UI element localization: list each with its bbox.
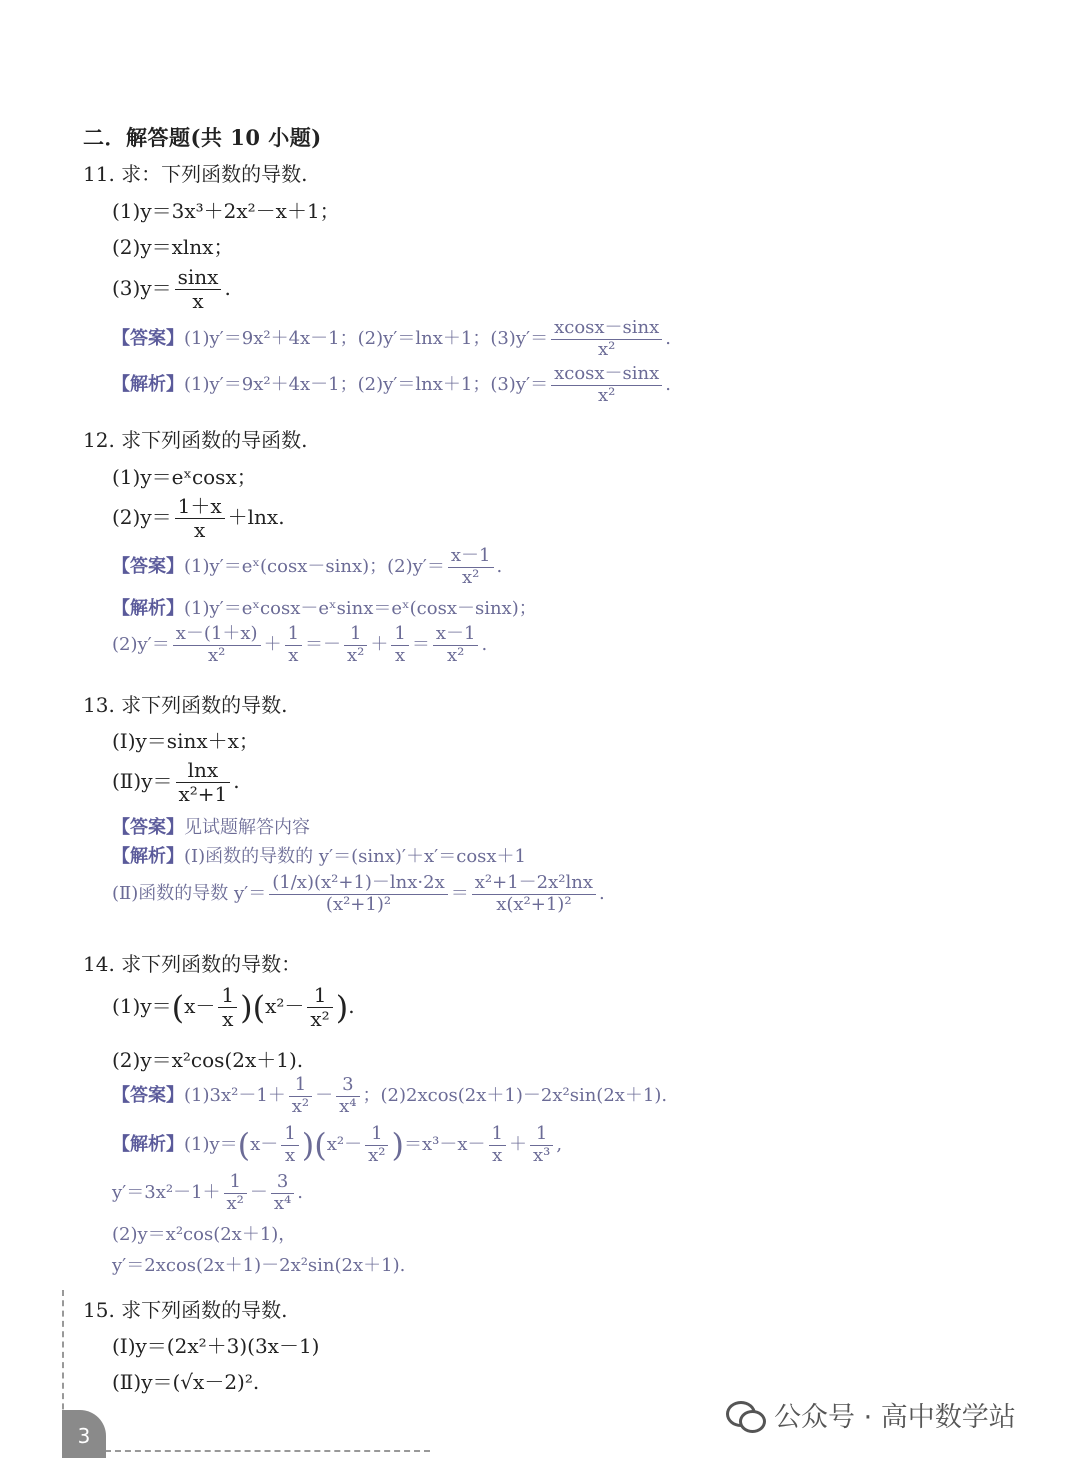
- right-paren: ): [301, 1126, 315, 1165]
- question-14-analysis-line-4: y′＝2xcos(2x＋1)－2x²sin(2x＋1).: [112, 1255, 406, 1276]
- question-11-title: 11. 求：下列函数的导数.: [83, 162, 308, 186]
- fraction-numerator: (1/x)(x²+1)－lnx·2x: [269, 873, 448, 895]
- fraction: [551, 318, 662, 360]
- watermark: [726, 1395, 1016, 1434]
- section-title: 二．解答题(共 10 小题): [83, 125, 322, 150]
- question-14-analysis-line-3: (2)y＝x²cos(2x＋1)，: [112, 1224, 297, 1245]
- analysis-mid: ＝x³－x－: [403, 1134, 486, 1156]
- fraction-denominator: x³: [532, 1144, 551, 1166]
- question-12-answer: 【答案】(1)y′＝eˣ(cosx－sinx)；(2)y′＝ $\frac{x-1}{\text{x²}}$ .: [112, 545, 503, 588]
- fraction-denominator: x²+1: [178, 782, 228, 806]
- fraction-denominator: x: [284, 1144, 296, 1166]
- analysis-text: (Ⅰ)函数的导数的 y′＝(sinx)′＋x′＝cosx＋1: [184, 846, 526, 867]
- q13-p2-suffix: .: [233, 769, 240, 793]
- fraction-denominator: x: [222, 1007, 234, 1031]
- q11-p3-suffix: .: [224, 276, 231, 300]
- fraction: [271, 1172, 294, 1214]
- fraction-denominator: x²: [207, 644, 226, 666]
- fraction-numerator: 1: [218, 984, 237, 1008]
- right-paren: ): [335, 988, 349, 1027]
- question-14-part-1: (1)y＝(x－ $\frac{1}{x}$ )(x²－ $\frac{1}{\text{x²}}$ ).: [112, 983, 355, 1031]
- fraction-numerator: xcosx－sinx: [551, 364, 662, 386]
- fraction-denominator: x²: [446, 644, 465, 666]
- fraction: [336, 1075, 359, 1117]
- fraction-numerator: 1: [285, 624, 302, 646]
- fraction-numerator: 1: [530, 1124, 553, 1146]
- operator: ＋: [508, 1134, 527, 1156]
- question-12-analysis-line-2: (2)y′＝ $\frac{x-(1+x)}{\text{x²}}$ ＋ $\frac{1}{x}$ ＝－ $\frac{1}{\text{x²}}$ ＋ $\frac{1}{x}$ ＝ $\frac{x-1}{\text{x²}}$ .: [112, 623, 488, 666]
- question-14-answer: [112, 1075, 667, 1117]
- fraction-denominator: x²: [368, 1144, 386, 1166]
- fraction: [530, 1124, 553, 1166]
- answer-text: 见试题解答内容: [184, 817, 310, 838]
- analysis-tag: 【解析】: [112, 846, 184, 867]
- question-14-title: 14. 求下列函数的导数：: [83, 952, 302, 976]
- fraction: [269, 873, 448, 915]
- fraction-numerator: 1: [344, 624, 367, 646]
- dashed-border-bottom: [105, 1450, 430, 1452]
- page-number: 3: [62, 1410, 106, 1458]
- fraction-numerator: x－1: [448, 546, 494, 568]
- left-paren: (: [171, 988, 185, 1027]
- analysis-term-a: x－: [250, 1134, 279, 1156]
- analysis-text: (1)y′＝eˣcosx－eˣsinx＝eˣ(cosx－sinx)；: [184, 598, 537, 619]
- left-paren: (: [314, 1126, 327, 1165]
- fraction-numerator: 1: [307, 984, 332, 1008]
- fraction-denominator: x²: [347, 644, 365, 666]
- question-13-part-2: [112, 759, 240, 806]
- answer-prefix: (1)3x²－1＋: [184, 1085, 286, 1107]
- answer-tag: 【答案】: [112, 328, 184, 350]
- fraction-denominator: x²: [226, 1192, 244, 1214]
- fraction-numerator: 1: [365, 1124, 388, 1146]
- fraction: [285, 624, 302, 666]
- question-12-part-2: [112, 495, 285, 542]
- fraction-denominator: x²: [462, 566, 480, 588]
- q14-p1-term-b: x²－: [265, 994, 305, 1018]
- question-14-analysis-line-2: y′＝3x²－1＋ $\frac{1}{\text{x²}}$ － $\frac{3}{\text{x⁴}}$ .: [112, 1171, 304, 1214]
- wechat-icon: [726, 1399, 764, 1431]
- question-11-part-2: (2)y＝xlnx；: [112, 235, 234, 259]
- fraction-numerator: x－1: [433, 624, 479, 646]
- analysis-text: (1)y′＝9x²＋4x－1；(2)y′＝lnx＋1；(3)y′＝: [184, 374, 549, 396]
- fraction-numerator: 3: [336, 1075, 359, 1097]
- fraction-denominator: x²: [310, 1007, 330, 1031]
- operator: ＝－: [305, 634, 342, 656]
- question-11-part-1: (1)y＝3x³＋2x²－x＋1；: [112, 199, 340, 223]
- analysis-tag: 【解析】: [112, 1134, 184, 1156]
- fraction-denominator: x²: [598, 338, 616, 360]
- analysis-prefix: (1)y＝: [184, 1134, 238, 1156]
- fraction: [433, 624, 479, 666]
- q14-p1-term-a: x－: [184, 994, 216, 1018]
- fraction-denominator: x: [395, 644, 406, 666]
- fraction: [175, 495, 225, 542]
- question-12-title: 12. 求下列函数的导函数.: [83, 428, 308, 452]
- question-13-title: 13. 求下列函数的导数.: [83, 693, 288, 717]
- fraction: [344, 624, 367, 666]
- answer-text: (1)y′＝9x²＋4x－1；(2)y′＝lnx＋1；(3)y′＝: [184, 328, 549, 350]
- left-paren: (: [252, 988, 266, 1027]
- question-13-analysis: [112, 842, 526, 868]
- operator: ＝: [411, 634, 430, 656]
- question-14-part-2: (2)y＝x²cos(2x＋1).: [112, 1048, 304, 1072]
- question-13-answer: [112, 813, 310, 839]
- fraction-numerator: 1: [489, 1124, 506, 1146]
- question-12-analysis: [112, 594, 537, 620]
- fraction-numerator: 1: [281, 1124, 298, 1146]
- analysis-tag: 【解析】: [112, 598, 184, 619]
- fraction-numerator: 3: [271, 1172, 294, 1194]
- question-14-analysis: 【解析】(1)y＝(x－ $\frac{1}{x}$ )(x²－ $\frac{1}{\text{x²}}$ )＝x³－x－ $\frac{1}{x}$ ＋ $\frac{1}{\text{x³}}$ ,: [112, 1123, 563, 1166]
- right-paren: ): [391, 1126, 404, 1165]
- right-paren: ): [240, 988, 253, 1027]
- fraction-numerator: 1: [391, 624, 408, 646]
- fraction: [175, 266, 222, 313]
- fraction-numerator: x²+1－2x²lnx: [472, 873, 596, 895]
- operator: ＋: [263, 634, 282, 656]
- q12-p2-prefix: (2)y＝: [112, 505, 172, 529]
- fraction: [489, 1124, 506, 1166]
- question-12-part-1: (1)y＝eˣcosx；: [112, 465, 257, 489]
- dashed-border-left: [62, 1290, 64, 1430]
- answer-suffix: ；(2)2xcos(2x＋1)－2x²sin(2x＋1).: [362, 1085, 668, 1107]
- operator: －: [249, 1182, 268, 1204]
- question-15-title: 15. 求下列函数的导数.: [83, 1298, 288, 1322]
- fraction: [173, 624, 261, 666]
- question-13-part-1: (Ⅰ)y＝sinx＋x；: [112, 729, 259, 753]
- fraction-denominator: x²: [291, 1095, 310, 1117]
- q11-p3-prefix: (3)y＝: [112, 276, 172, 300]
- fraction-numerator: 1＋x: [175, 495, 225, 519]
- question-11-answer: 【答案】(1)y′＝9x²＋4x－1；(2)y′＝lnx＋1；(3)y′＝ $\frac{xcosx-\sin x}{\text{x²}}$ .: [112, 317, 672, 360]
- answer-text: (1)y′＝eˣ(cosx－sinx)；(2)y′＝: [184, 556, 445, 578]
- analysis-tag: 【解析】: [112, 374, 184, 396]
- fraction: [289, 1075, 312, 1117]
- fraction-denominator: x: [288, 644, 299, 666]
- fraction-denominator: x: [194, 518, 206, 542]
- question-11-analysis: 【解析】(1)y′＝9x²＋4x－1；(2)y′＝lnx＋1；(3)y′＝ $\frac{xcosx-\sin x}{\text{x²}}$ .: [112, 363, 672, 406]
- question-13-analysis-line-2: (Ⅱ)函数的导数 y′＝ $\frac{\text{(1/x)(x²+1)－lnx·2x}}{\text{(x²+1)²}}$ ＝ $\frac{\text{x²+1－2x²lnx}}{\text{x(x²+1)²}}$ .: [112, 872, 605, 915]
- q13-p2-prefix: (Ⅱ)y＝: [112, 769, 173, 793]
- watermark-text: 公众号 · 高中数学站: [774, 1402, 1016, 1433]
- question-15-part-2: (Ⅱ)y＝(√x－2)².: [112, 1370, 260, 1394]
- operator: ＝: [450, 883, 469, 905]
- operator: ＋: [370, 634, 389, 656]
- fraction-denominator: x(x²+1)²: [496, 893, 572, 915]
- fraction: [281, 1124, 298, 1166]
- fraction: [391, 624, 408, 666]
- fraction-denominator: x²: [598, 384, 616, 406]
- fraction-numerator: 1: [289, 1075, 312, 1097]
- question-11-part-3: [112, 266, 231, 313]
- answer-tag: 【答案】: [112, 1085, 184, 1107]
- fraction: [448, 546, 494, 588]
- fraction-numerator: lnx: [176, 759, 231, 783]
- fraction-numerator: xcosx－sinx: [551, 318, 662, 340]
- fraction: [472, 873, 596, 915]
- fraction: [176, 759, 231, 806]
- answer-tag: 【答案】: [112, 817, 184, 838]
- left-paren: (: [237, 1126, 251, 1165]
- fraction-numerator: sinx: [175, 266, 222, 290]
- fraction: [551, 364, 662, 406]
- fraction-denominator: (x²+1)²: [325, 893, 392, 915]
- q14-p1-prefix: (1)y＝: [112, 994, 172, 1018]
- analysis-prefix: (Ⅱ)函数的导数 y′＝: [112, 883, 267, 905]
- fraction: [218, 984, 237, 1031]
- q12-p2-suffix: ＋lnx.: [227, 505, 285, 529]
- analysis-term-b: x²－: [326, 1134, 363, 1156]
- fraction-denominator: x: [192, 289, 204, 313]
- fraction-denominator: x⁴: [339, 1095, 357, 1117]
- fraction: [307, 984, 332, 1031]
- operator: －: [315, 1085, 334, 1107]
- question-15-part-1: (Ⅰ)y＝(2x²＋3)(3x－1): [112, 1334, 320, 1358]
- fraction-denominator: x⁴: [273, 1192, 292, 1214]
- fraction-denominator: x: [492, 1144, 503, 1166]
- analysis-prefix: y′＝3x²－1＋: [112, 1182, 221, 1204]
- fraction-numerator: x－(1＋x): [173, 624, 261, 646]
- fraction: [365, 1124, 388, 1166]
- analysis-prefix: (2)y′＝: [112, 634, 170, 656]
- fraction-numerator: 1: [224, 1172, 247, 1194]
- answer-tag: 【答案】: [112, 556, 184, 578]
- fraction: [224, 1172, 247, 1214]
